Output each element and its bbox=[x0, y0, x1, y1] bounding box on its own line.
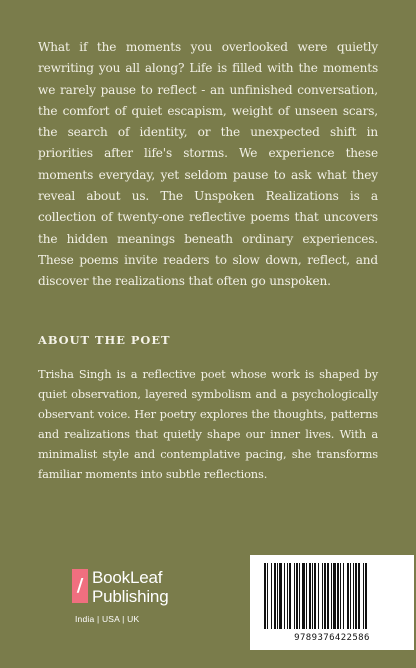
publisher-name-line1: BookLeaf bbox=[92, 568, 163, 587]
barcode-bar bbox=[287, 563, 288, 629]
barcode-bar bbox=[264, 563, 266, 629]
barcode-bar bbox=[274, 563, 276, 629]
barcode-bar bbox=[294, 563, 295, 629]
barcode-bar bbox=[355, 563, 357, 629]
barcode-bar bbox=[318, 563, 319, 629]
barcode-bar bbox=[358, 563, 360, 629]
publisher-mark-icon: / bbox=[72, 569, 88, 603]
barcode-bar bbox=[267, 563, 268, 629]
barcode-bar bbox=[340, 563, 341, 629]
barcode-bar bbox=[324, 563, 326, 629]
barcode-bar bbox=[306, 563, 307, 629]
barcode-bar bbox=[302, 563, 305, 629]
barcode-bar bbox=[289, 563, 291, 629]
barcode-bar bbox=[312, 563, 313, 629]
isbn-number: 9789376422586 bbox=[294, 633, 370, 643]
barcode-bars-icon bbox=[262, 563, 402, 631]
poet-bio: Trisha Singh is a reflective poet whose work is shaped by quiet observation, layered symbolism and a psychologically observant voice. Her poetry explores the thoughts, patterns and realizations that quietly shape our inner lives. With a minimalist style and contemplative pacing, she transforms familiar moments into subtle reflections. bbox=[38, 367, 378, 481]
barcode-bar bbox=[327, 563, 329, 629]
barcode-bar bbox=[365, 563, 367, 629]
barcode-bar bbox=[363, 563, 364, 629]
book-blurb: What if the moments you overlooked were quietly rewriting you all along? Life is filled with the moments we rarely pause to reflect - an unfinished conversation, the comfort of quiet escapism, weight of unseen scars, the search of identity, or the unexpected shift in priorities after life's storms. We experience these moments everyday, yet seldom pause to ask what they reveal about us. The Unspoken Realizations is a collection of twenty-one reflective poems that uncovers the hidden meanings beneath ordinary experiences. These poems invite readers to slow down, reflect, and discover the realizations that often go unspoken. bbox=[38, 40, 378, 289]
barcode-bar bbox=[322, 563, 323, 629]
barcode-bar bbox=[271, 563, 272, 629]
publisher-logo bbox=[72, 569, 192, 639]
barcode-bar bbox=[333, 563, 336, 629]
barcode-bar bbox=[284, 563, 285, 629]
barcode-bar bbox=[277, 563, 278, 629]
barcode-bar bbox=[331, 563, 332, 629]
about-poet-heading: ABOUT THE POET bbox=[38, 333, 171, 347]
barcode-bar bbox=[279, 563, 282, 629]
barcode-bar bbox=[350, 563, 351, 629]
barcode-bar bbox=[347, 563, 349, 629]
barcode-bar bbox=[353, 563, 354, 629]
barcode-bar bbox=[299, 563, 300, 629]
publisher-locations: India | USA | UK bbox=[75, 614, 140, 624]
barcode-bar bbox=[296, 563, 298, 629]
barcode-bar bbox=[309, 563, 311, 629]
barcode-bar bbox=[314, 563, 316, 629]
isbn-barcode bbox=[250, 555, 414, 650]
barcode-bar bbox=[337, 563, 339, 629]
barcode-bar bbox=[343, 563, 344, 629]
publisher-name-line2: Publishing bbox=[92, 587, 169, 606]
